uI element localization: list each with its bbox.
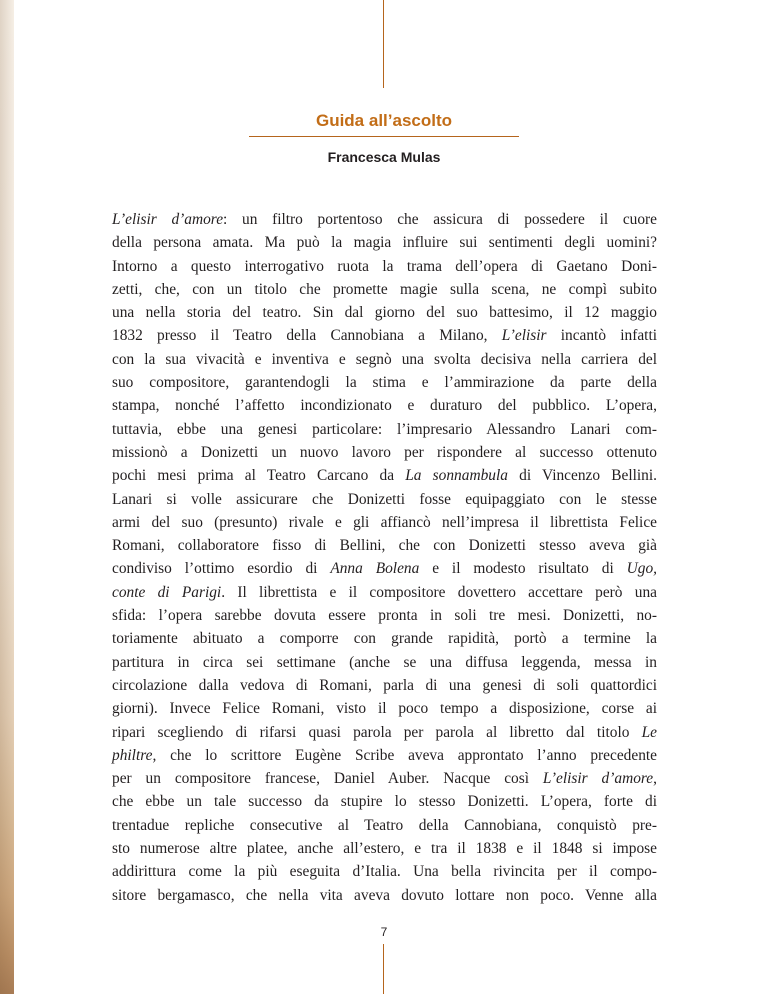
body-line	[112, 534, 657, 557]
text-run: Intorno a questo interrogativo ruota la trama dell’opera di Gaetano Doni-	[112, 257, 657, 275]
text-run: addirittura come la più eseguita d’Italia. Una bella rivincita per il compo-	[112, 863, 657, 881]
body-line	[112, 581, 657, 604]
text-run: ripari scegliendo di rifarsi quasi parola per parola al libretto dal titolo	[112, 723, 642, 741]
body-line	[112, 790, 657, 813]
text-run: armi del suo (presunto) rivale e gli affiancò nell’impresa il librettista Felice	[112, 513, 657, 531]
text-run: partitura in circa sei settimane (anche se una diffusa leggenda, messa in	[112, 653, 657, 671]
text-run: zetti, che, con un titolo che promette magie sulla scena, ne compì subito	[112, 280, 657, 298]
text-run: incantò infatti	[546, 327, 658, 345]
text-run: pochi mesi prima al Teatro Carcano da	[112, 467, 406, 485]
body-line	[112, 208, 657, 231]
page-number: 7	[380, 925, 388, 939]
italic-title: L’elisir d’amore	[112, 211, 224, 228]
text-run: missionò a Donizetti un nuovo lavoro per rispondere al successo ottenuto	[112, 443, 657, 461]
text-run: che ebbe un tale successo da stupire lo stesso Donizetti. L’opera, forte di	[112, 793, 657, 811]
text-run: sitore bergamasco, che nella vita aveva dovuto lottare non poco. Venne alla	[112, 886, 657, 904]
body-line	[112, 651, 657, 674]
body-line	[112, 884, 657, 907]
body-line	[112, 627, 657, 650]
body-line	[112, 557, 657, 580]
text-run: per un compositore francese, Daniel Auber. Nacque così	[112, 770, 543, 788]
text-run: 1832 presso il Teatro della Cannobiana a Milano,	[112, 327, 502, 345]
text-run: di Vincenzo Bellini.	[507, 467, 657, 485]
body-line	[112, 697, 657, 720]
text-run: giorni). Invece Felice Romani, visto il poco tempo a disposizione, corse ai	[112, 700, 657, 718]
body-line	[112, 231, 657, 254]
italic-title: Anna Bolena	[330, 560, 420, 578]
title-divider	[249, 136, 519, 137]
body-line	[112, 255, 657, 278]
text-run: suo compositore, garantendogli la stima e l’ammirazione da parte della	[112, 374, 657, 392]
text-run: . Il librettista e il compositore dovettero accettare però una	[221, 583, 657, 601]
body-line	[112, 301, 657, 324]
body-line	[112, 837, 657, 860]
text-run: trentadue repliche consecutive al Teatro della Cannobiana, conquistò pre-	[112, 816, 657, 834]
body-paragraph	[112, 208, 657, 907]
text-run: una nella storia del teatro. Sin dal giorno del suo battesimo, il 12 maggio	[112, 304, 657, 322]
text-run: sto numerose altre platee, anche all’estero, e tra il 1838 e il 1848 si impose	[112, 840, 657, 858]
italic-title: conte di Parigi	[112, 583, 222, 601]
text-run: stampa, nonché l’affetto incondizionato e duraturo del pubblico. L’opera,	[112, 397, 657, 415]
text-run: sfida: l’opera sarebbe dovuta essere pronta in soli tre mesi. Donizetti, no-	[112, 607, 657, 625]
body-line	[112, 767, 657, 790]
body-line	[112, 488, 657, 511]
body-line	[112, 324, 657, 347]
text-run: ,	[653, 770, 657, 788]
text-run: Lanari si volle assicurare che Donizetti fosse equipaggiato con le stesse	[112, 490, 657, 508]
body-line	[112, 418, 657, 441]
section-title: Guida all’ascolto	[315, 111, 453, 130]
text-run: della persona amata. Ma può la magia influire sui sentimenti degli uomini?	[112, 234, 657, 252]
body-line	[112, 814, 657, 837]
body-line	[112, 441, 657, 464]
body-line	[112, 278, 657, 301]
body-line	[112, 371, 657, 394]
body-line	[112, 721, 657, 744]
italic-title: Ugo,	[626, 560, 657, 578]
body-line	[112, 511, 657, 534]
body-line	[112, 860, 657, 883]
body-line	[112, 674, 657, 697]
italic-title: L’elisir	[501, 327, 547, 345]
text-run: e il modesto risultato di	[419, 560, 627, 578]
body-line	[112, 744, 657, 767]
text-run: circolazione dalla vedova di Romani, parla di una genesi di soli quattordici	[112, 676, 657, 694]
text-run: toriamente abituato a comporre con grande rapidità, portò a termine la	[112, 630, 657, 648]
bottom-vertical-rule	[383, 944, 384, 994]
text-run: che lo scrittore Eugène Scribe aveva approntato l’anno precedente	[156, 746, 657, 764]
body-line	[112, 464, 657, 487]
text-run: condiviso l’ottimo esordio di	[112, 560, 331, 578]
italic-title: philtre,	[112, 746, 157, 764]
italic-title: La sonnambula	[405, 467, 508, 485]
body-line	[112, 348, 657, 371]
italic-title: Le	[641, 723, 657, 741]
text-run: : un filtro portentoso che assicura di possedere il cuore	[223, 211, 657, 228]
body-line	[112, 394, 657, 417]
author-name: Francesca Mulas	[327, 149, 441, 165]
text-run: con la sua vivacità e inventiva e segnò una svolta decisiva nella carriera del	[112, 350, 657, 368]
italic-title: L’elisir d’amore	[542, 770, 654, 788]
text-run: Romani, collaboratore fisso di Bellini, che con Donizetti stesso aveva già	[112, 537, 657, 555]
text-run: tuttavia, ebbe una genesi particolare: l’impresario Alessandro Lanari com-	[112, 420, 657, 438]
body-line	[112, 604, 657, 627]
top-vertical-rule	[383, 0, 384, 88]
